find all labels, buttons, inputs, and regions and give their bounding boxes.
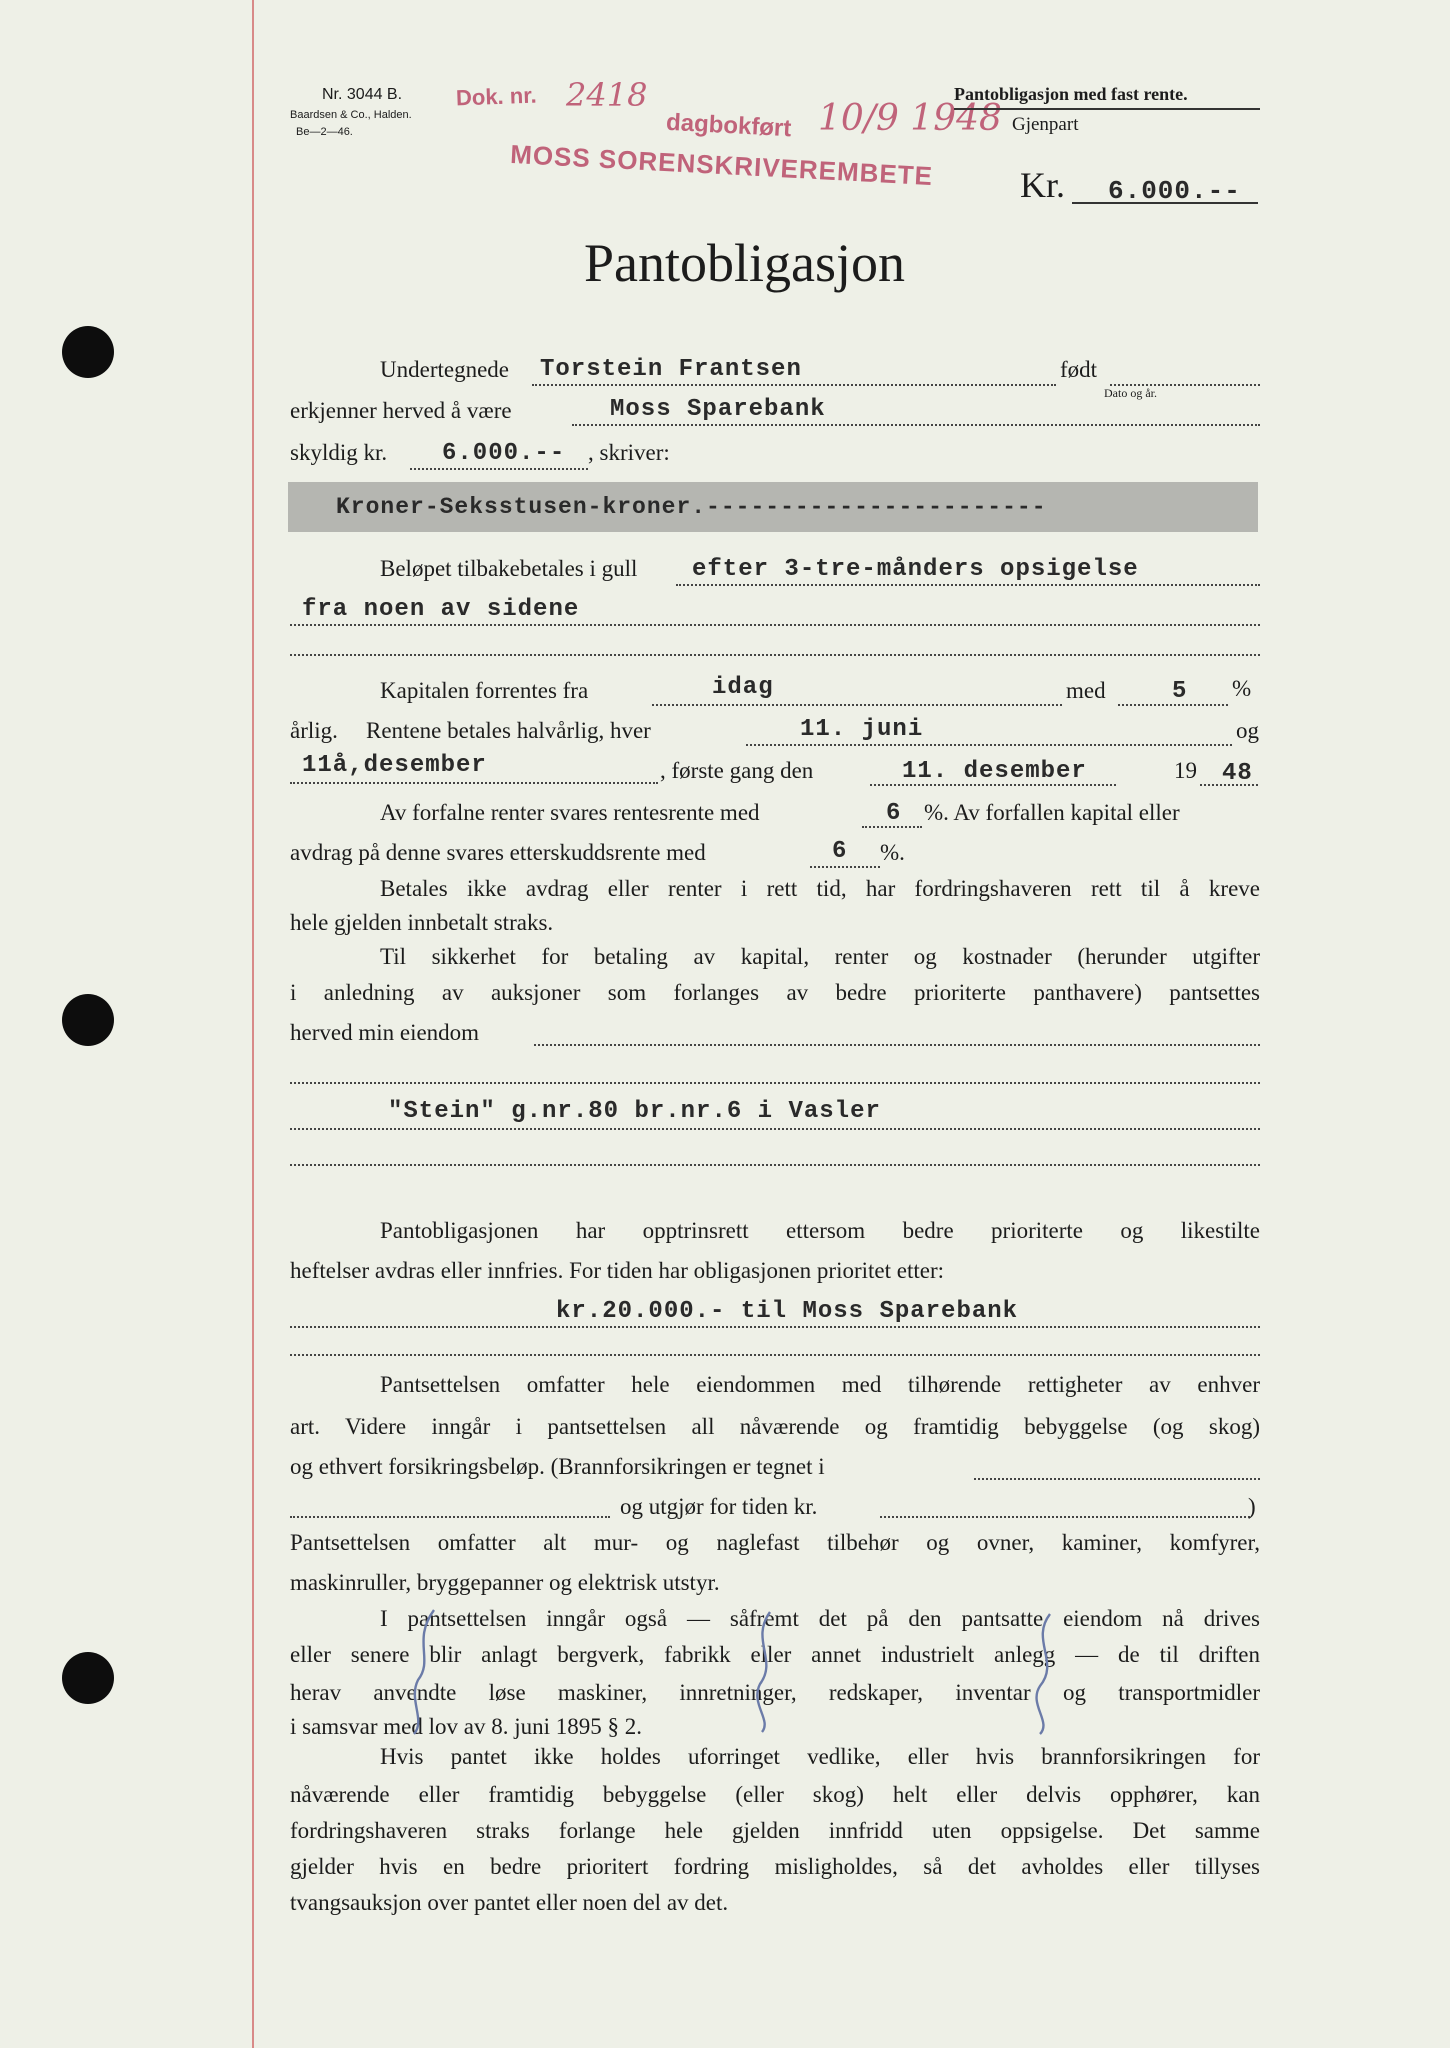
betales-line-2: hele gjelden innbetalt straks. [290,910,554,935]
first-date: 11. desember [902,758,1087,785]
dotted-line [290,1326,1260,1328]
dotted-line [1118,704,1228,706]
punch-hole [62,994,114,1046]
sikkerhet-line-1: Til sikkerhet for betaling av kapital, renter og kostnader (herunder utgifter [380,944,1260,969]
form-number: Nr. 3044 B. [322,86,403,103]
avdrag-label: avdrag på denne svares etterskuddsrente med [290,840,706,865]
stamp-dok: Dok. nr. [455,82,538,111]
dok-number: 2418 [566,76,648,114]
dotted-line [880,1516,1250,1518]
form-type-underline [954,108,1260,110]
tilbehor-line-1: Pantsettelsen omfatter alt mur- og naglefast tilbehør og ovner, kaminer, komfyrer, [290,1530,1260,1555]
industri-line-4: i samsvar med lov av 8. juni 1895 § 2. [290,1714,642,1739]
dotted-line [862,826,922,828]
amount-prefix: Kr. [1020,165,1065,205]
dotted-line [974,1478,1260,1480]
year-prefix: 19 [1174,758,1197,783]
industri-line-1: I pantsettelsen inngår også — såfremt det på den pantsatte eiendom nå drives [380,1606,1260,1631]
property-description: "Stein" g.nr.80 br.nr.6 i Vasler [388,1098,881,1125]
dotted-line [290,1128,1260,1130]
vedlike-line-5: tvangsauksjon over pantet eller noen del av det. [290,1890,729,1915]
industri-line-2: eller senere blir anlagt bergverk, fabrikk eller annet industrielt anlegg — de til driften [290,1642,1260,1667]
sikkerhet-line-3: herved min eiendom [290,1020,480,1045]
payment-date-1: 11. juni [800,716,924,743]
vedlike-line-2: nåværende eller framtidig bebyggelse (eller skog) helt eller delvis opphører, kan [290,1782,1260,1807]
omfatter-line-1: Pantsettelsen omfatter hele eiendommen med tilhørende rettigheter av enhver [380,1372,1260,1397]
percent-sign: % [1232,676,1252,701]
dotted-line [572,424,1260,426]
repayment-line-1: efter 3-tre-månders opsigelse [692,556,1139,583]
dotted-line [410,468,588,470]
print-code: Be—2—46. [296,126,353,138]
dotted-line [290,654,1260,656]
amount-underline [1072,202,1258,204]
dato-label: Dato og år. [1104,386,1157,400]
dotted-line [290,1354,1260,1356]
skyldig-amount: 6.000.-- [442,440,566,467]
dotted-line [290,1516,610,1518]
dagbok-date: 10/9 1948 [818,98,1002,139]
document-title: Pantobligasjon [584,233,905,293]
etterskudd-rate: 6 [832,838,848,865]
stamp-office: MOSS SORENSKRIVEREMBETE [509,138,934,192]
margin-rule [252,0,254,2048]
dotted-line [1200,784,1258,786]
interest-rate: 5 [1172,678,1188,705]
tilbehor-line-2: maskinruller, bryggepanner og elektrisk utstyr. [290,1570,720,1595]
belopet-label: Beløpet tilbakebetales i gull [380,556,638,581]
header-amount: 6.000.-- [1108,176,1241,206]
punch-hole [62,326,114,378]
form-type: Pantobligasjon med fast rente. [954,84,1188,104]
vedlike-line-3: fordringshaveren straks forlange hele gjelden innfridd uten oppsigelse. Det samme [290,1818,1260,1843]
stamp-dagbokfort: dagbokført [665,108,792,143]
omfatter-line-3: og ethvert forsikringsbeløp. (Brannforsikringen er tegnet i [290,1454,825,1479]
arlig-label: årlig. [290,718,338,743]
omfatter-close-paren: ) [1248,1494,1256,1519]
dotted-line [652,704,1062,706]
forste-label: , første gang den [660,758,814,783]
copy-label: Gjenpart [1012,114,1079,135]
industri-line-3: herav anvendte løse maskiner, innretninger, redskaper, inventar og transportmidler [290,1680,1260,1705]
dotted-line [676,584,1260,586]
dotted-line [290,1164,1260,1166]
skriver-label: , skriver: [588,440,670,465]
dotted-line [810,866,880,868]
forfalne-label: Av forfalne renter svares rentesrente med [380,800,760,825]
punch-hole [62,1652,114,1704]
opptrinsrett-line-2: heftelser avdras eller innfries. For tiden har obligasjonen prioritet etter: [290,1258,944,1283]
kapitalen-label: Kapitalen forrentes fra [380,678,589,703]
rentesrente-rate: 6 [886,800,902,827]
prior-encumbrance: kr.20.000.- til Moss Sparebank [556,1298,1019,1325]
forfallen-label: %. Av forfallen kapital eller [924,800,1180,825]
med-label: med [1066,678,1106,703]
pct-end: %. [880,840,905,865]
amount-words: Kroner-Seksstusen-kroner.----------------------- [336,494,1047,520]
dotted-line [870,784,1116,786]
vedlike-line-4: gjelder hvis en bedre prioritert fordring misligholdes, så det avholdes eller tillyses [290,1854,1260,1879]
erkjenner-label: erkjenner herved å være [290,398,512,423]
skyldig-label: skyldig kr. [290,440,388,465]
dotted-line [290,782,658,784]
omfatter-line-4: og utgjør for tiden kr. [620,1494,818,1519]
undertegnede-label: Undertegnede [380,357,509,382]
creditor-name: Moss Sparebank [610,396,826,423]
sikkerhet-line-2: i anledning av auksjoner som forlanges av bedre prioriterte panthavere) pantsettes [290,980,1260,1005]
rentene-label: Rentene betales halvårlig, hver [366,718,651,743]
vedlike-line-1: Hvis pantet ikke holdes uforringet vedlike, eller hvis brannforsikringen for [380,1744,1260,1769]
handwritten-brackets [400,1600,1100,1740]
dotted-line [290,624,1260,626]
og-label: og [1236,718,1259,743]
year-suffix: 48 [1222,760,1253,787]
debtor-name: Torstein Frantsen [540,356,802,383]
fodt-label: født [1060,357,1098,382]
opptrinsrett-line-1: Pantobligasjonen har opptrinsrett ettersom bedre prioriterte og likestilte [380,1218,1260,1243]
repayment-line-2: fra noen av sidene [302,596,580,623]
printer-name: Baardsen & Co., Halden. [290,109,412,121]
betales-line-1: Betales ikke avdrag eller renter i rett tid, har fordringshaveren rett til å kreve [380,876,1260,901]
dotted-line [532,384,1056,386]
interest-from: idag [712,674,774,701]
omfatter-line-2: art. Videre inngår i pantsettelsen all nåværende og framtidig bebyggelse (og skog) [290,1414,1260,1439]
dotted-line [290,1082,1260,1084]
dotted-line [746,744,1232,746]
dotted-line [534,1044,1260,1046]
payment-date-2: 11å,desember [302,752,487,779]
